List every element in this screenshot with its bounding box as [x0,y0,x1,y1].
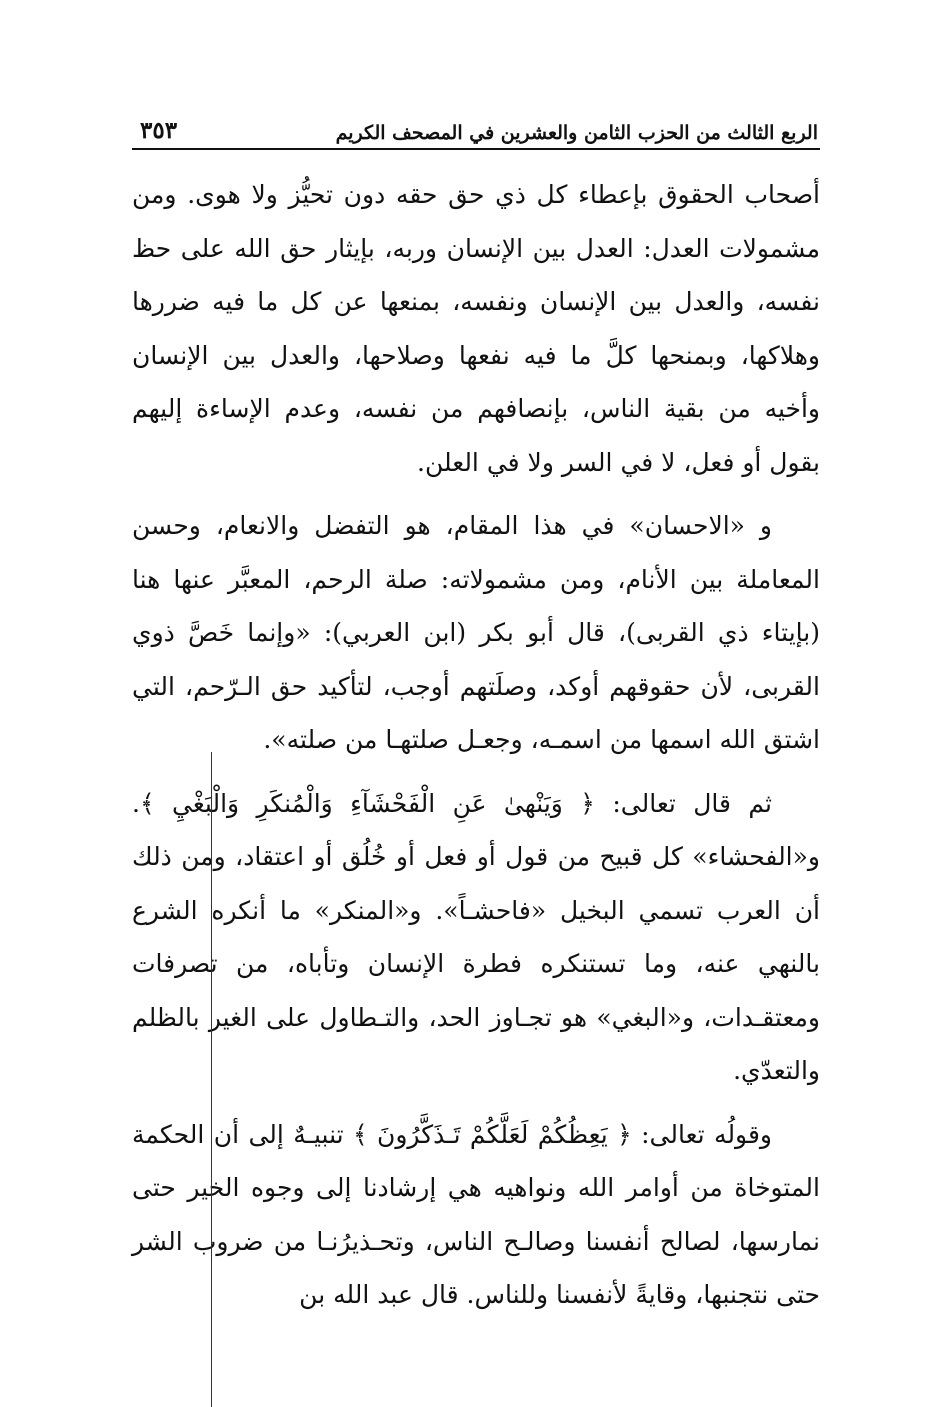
page-number: ٣٥٣ [140,117,178,144]
paragraph-yaizukum: وقولُه تعالى: ﴿ يَعِظُكُمْ لَعَلَّكُمْ تَـذَكَّرُونَ ﴾ تنبيـهٌ إلى أن الحكمة المتوخاة من أوامر الله ونواهيه هي إرشادنا إلى وجوه الخير حتى نمارسها، لصالح أنفسنا وصالـح الناس، وتحـذيرُنـا من ضروب الشر حتى نتجنبها، وقايةً لأنفسنا وللناس. قال عبد الله بن [132,1119,820,1309]
running-header [132,104,818,144]
paragraph-fahsha: ثم قال تعالى: ﴿ وَيَنْهىٰ عَنِ الْفَحْشَآءِ وَالْمُنكَرِ وَالْبَغْيِ ﴾. و«الفحشاء» كل قبيح من قول أو فعل أو خُلُق أو اعتقاد، ومن ذلك أن العرب تسمي البخيل «فاحشـاً». و«المنكر» ما أنكره الشرع بالنهي عنه، وما تستنكره فطرة الإنسان وتأباه، من تصرفات ومعتقـدات، و«البغي» هو تجـاوز الحد، والتـطاول على الغير بالظلم والتعدّي. [132,788,820,1085]
paragraph-ihsan: و «الاحسان» في هذا المقام، هو التفضل والانعام، وحسن المعاملة بين الأنام، ومن مشمولاته: صلة الرحم، المعبَّر عنها هنا (بإيتاء ذي القربى)، قال أبو بكر (ابن العربي): «وإنما خَصَّ ذوي القربى، لأن حقوقهم أوكد، وصلَتهم أوجب، لتأكيد حق الـرّحم، التي اشتق الله اسمها من اسمـه، وجعـل صلتهـا من صلته». [132,511,820,754]
scan-fold-line [211,752,212,1407]
body-text [132,168,820,1322]
header-rule [132,148,820,150]
paragraph-justice-continued: أصحاب الحقوق بإعطاء كل ذي حق حقه دون تحيُّز ولا هوى. ومن مشمولات العدل: العدل بين الإنسان وربه، بإيثار حق الله على حظ نفسه، والعدل بين الإنسان ونفسه، بمنعها عن كل ما فيه ضررها وهلاكها، وبمنحها كلَّ ما فيه نفعها وصلاحها، والعدل بين الإنسان وأخيه من بقية الناس، بإنصافهم من نفسه، وعدم الإساءة إليهم بقول أو فعل، لا في السر ولا في العلن. [132,180,820,477]
header-title: الربع الثالث من الحزب الثامن والعشرين في المصحف الكريم [335,122,818,144]
